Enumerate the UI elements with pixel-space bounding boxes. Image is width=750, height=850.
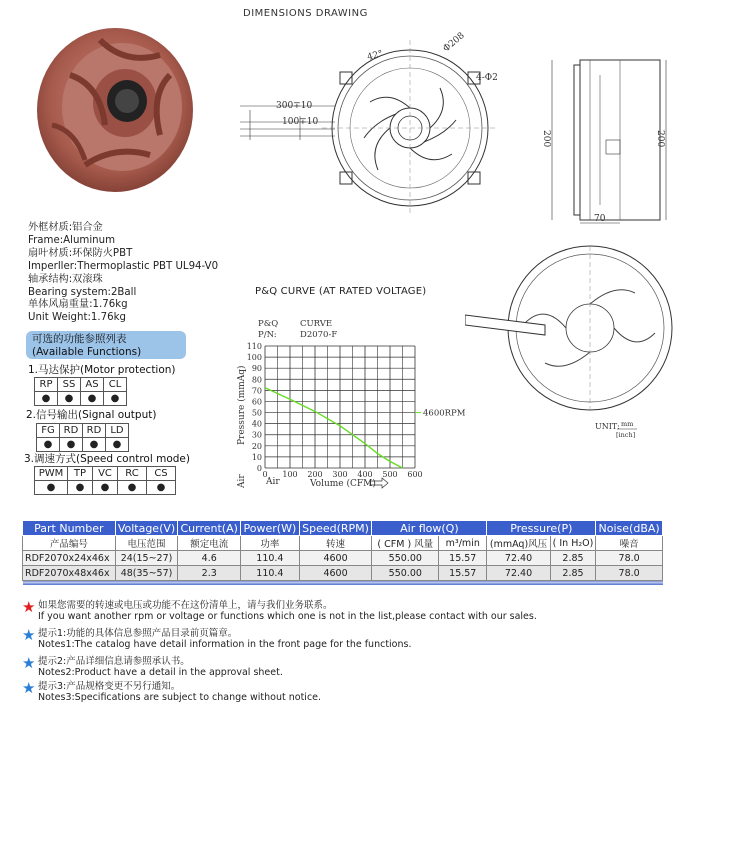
- lead-length-300: 300∓10: [276, 101, 313, 111]
- spec-table: [22, 520, 663, 585]
- table-cell: 78.0: [596, 566, 663, 581]
- y-tick-label: 100: [246, 353, 262, 363]
- table-row: [23, 551, 663, 566]
- legend-pn-value: D2070-F: [300, 330, 338, 340]
- pq-curve-title: P&Q CURVE (AT RATED VOLTAGE): [255, 286, 427, 297]
- depth-70-label: 70: [594, 214, 606, 224]
- table-cell: 72.40: [487, 551, 550, 566]
- x-tick-label: 400: [357, 470, 373, 479]
- functions-title-en: (Available Functions): [32, 346, 142, 358]
- lead-length-100: 100∓10: [282, 117, 319, 127]
- subheader-cell: ( In H₂O): [550, 536, 596, 551]
- header-pressure: Pressure(P): [487, 521, 596, 536]
- signal-output-heading: 2.信号输出(Signal output): [26, 409, 157, 421]
- option-mark: ●: [37, 438, 60, 452]
- x-tick-label: 300: [332, 470, 348, 479]
- subheader-cell: ( CFM ) 风量: [372, 536, 439, 551]
- series-curve-4600rpm: [265, 388, 403, 468]
- spec-line: 扇叶材质:环保防火PBT: [28, 247, 133, 259]
- option-mark: ●: [83, 438, 106, 452]
- table-cell: 2.85: [550, 566, 596, 581]
- option-mark: ●: [35, 481, 68, 495]
- option-mark: ●: [93, 481, 118, 495]
- note-3: [22, 681, 321, 703]
- subheader-cell: 额定电流: [178, 536, 241, 551]
- table-cell: 24(15~27): [115, 551, 178, 566]
- option-mark: ●: [104, 392, 127, 406]
- x-tick-label: 0: [262, 470, 268, 479]
- y-tick-label: 30: [251, 430, 262, 440]
- note-en: Notes2:Product have a detail in the approval sheet.: [38, 667, 283, 678]
- spec-line: 单体风扇重量:1.76kg: [28, 299, 128, 311]
- front-view-drawing: [240, 30, 500, 220]
- note-en: Notes1:The catalog have detail information in the front page for the functions.: [38, 639, 412, 650]
- table-cell: 78.0: [596, 551, 663, 566]
- option-code: LD: [106, 424, 129, 438]
- side-view-drawing: [540, 55, 680, 235]
- y-tick-label: 110: [246, 342, 262, 351]
- table-cell: 110.4: [241, 551, 300, 566]
- note-1: [22, 628, 412, 650]
- option-code: TP: [68, 467, 93, 481]
- height-200-left: 200: [541, 130, 551, 148]
- table-cell: 15.57: [439, 566, 487, 581]
- x-tick-label: 600: [407, 470, 423, 479]
- y-tick-label: 50: [251, 408, 262, 418]
- note-contact: [22, 600, 537, 622]
- signal-output-table: [36, 423, 129, 452]
- speed-control-heading: 3.调速方式(Speed control mode): [24, 453, 190, 465]
- note-en: If you want another rpm or voltage or functions which one is not in the list,please contact with our sales.: [38, 611, 537, 622]
- y-axis-label: Pressure (mmAq): [237, 365, 247, 445]
- option-mark: ●: [118, 481, 147, 495]
- option-mark: ●: [81, 392, 104, 406]
- product-photo: [30, 15, 195, 200]
- y-tick-label: 80: [251, 375, 262, 385]
- legend-pq: P&Q: [258, 319, 279, 329]
- option-code: FG: [37, 424, 60, 438]
- option-mark: ●: [35, 392, 58, 406]
- header-voltage: Voltage(V): [115, 521, 178, 536]
- speed-control-table: [34, 466, 176, 495]
- table-cell: 550.00: [372, 566, 439, 581]
- y-tick-label: 90: [251, 364, 262, 374]
- y-tick-label: 20: [251, 441, 262, 451]
- y-tick-label: 40: [251, 419, 262, 429]
- option-mark: ●: [147, 481, 176, 495]
- option-code: RP: [35, 378, 58, 392]
- table-cell: 110.4: [241, 566, 300, 581]
- note-en: Notes3:Specifications are subject to change without notice.: [38, 692, 322, 703]
- hole-4-2-label: 4-Φ2: [476, 73, 498, 83]
- diameter-208-label: Φ208: [441, 30, 467, 55]
- spec-line: 外框材质:铝合金: [28, 222, 103, 233]
- red-star-icon: ★: [22, 598, 36, 616]
- spec-line: Bearing system:2Ball: [28, 286, 137, 298]
- note-cn: 提示3:产品规格变更不另行通知。: [38, 681, 181, 692]
- angle-42-label: 42°: [366, 49, 385, 63]
- available-functions-title: [26, 331, 186, 359]
- x-tick-label: 500: [382, 470, 398, 479]
- motor-protection-table: [34, 377, 127, 406]
- x-tick-label: 200: [307, 470, 323, 479]
- option-code: AS: [81, 378, 104, 392]
- spec-line: Unit Weight:1.76kg: [28, 312, 126, 324]
- option-mark: ●: [58, 392, 81, 406]
- table-cell: 15.57: [439, 551, 487, 566]
- option-mark: ●: [106, 438, 129, 452]
- header-speed: Speed(RPM): [299, 521, 372, 536]
- table-cell: 2.3: [178, 566, 241, 581]
- series-label-4600rpm: 4600RPM: [423, 408, 466, 419]
- header-power: Power(W): [241, 521, 300, 536]
- table-cell: RDF2070x24x46x: [23, 551, 116, 566]
- spec-line: Frame:Aluminum: [28, 234, 116, 246]
- subheader-cell: 产品编号: [23, 536, 116, 551]
- subheader-cell: (mmAq)风压: [487, 536, 550, 551]
- option-code: RD: [60, 424, 83, 438]
- x-tick-label: 100: [282, 470, 298, 479]
- dimensions-title: DIMENSIONS DRAWING: [243, 8, 368, 19]
- table-cell: 2.85: [550, 551, 596, 566]
- header-noise: Noise(dBA): [596, 521, 663, 536]
- option-code: VC: [93, 467, 118, 481]
- subheader-cell: 功率: [241, 536, 300, 551]
- table-cell: 48(35~57): [115, 566, 178, 581]
- y-tick-label: 0: [256, 464, 262, 473]
- option-code: PWM: [35, 467, 68, 481]
- x-axis-label: Volume (CFM): [310, 479, 376, 489]
- option-mark: ●: [60, 438, 83, 452]
- back-view-drawing: [465, 243, 700, 443]
- y-tick-label: 60: [251, 397, 262, 407]
- y-axis-label-air: Air: [237, 474, 247, 488]
- table-cell: 4.6: [178, 551, 241, 566]
- note-cn: 提示2:产品详细信息请参照承认书。: [38, 656, 190, 667]
- blue-star-icon: ★: [22, 679, 36, 697]
- subheader-cell: 转速: [299, 536, 372, 551]
- header-part-number: Part Number: [23, 521, 116, 536]
- legend-curve: CURVE: [300, 319, 333, 329]
- legend-pn: P/N:: [258, 330, 277, 340]
- unit-label: UNIT:: [595, 422, 620, 431]
- table-cell: 4600: [299, 566, 372, 581]
- note-cn: 提示1:功能的具体信息参照产品目录前页篇章。: [38, 628, 238, 639]
- blue-star-icon: ★: [22, 654, 36, 672]
- unit-inch: [inch]: [616, 431, 636, 439]
- material-specs: [28, 222, 218, 325]
- subheader-cell: 电压范围: [115, 536, 178, 551]
- unit-mm: mm: [621, 420, 634, 428]
- note-cn: 如果您需要的转速或电压或功能不在这份清单上，请与我们业务联系。: [38, 600, 333, 611]
- table-cell: 4600: [299, 551, 372, 566]
- option-code: CL: [104, 378, 127, 392]
- subheader-cell: m³/min: [439, 536, 487, 551]
- height-200-right: 200: [655, 130, 665, 148]
- header-airflow: Air flow(Q): [372, 521, 487, 536]
- table-cell: 72.40: [487, 566, 550, 581]
- y-tick-label: 70: [251, 386, 262, 396]
- table-cell: RDF2070x48x46x: [23, 566, 116, 581]
- note-2: [22, 656, 283, 678]
- table-bottom-edge: [23, 581, 663, 586]
- pq-curve-chart: [230, 338, 490, 493]
- spec-line: Imperller:Thermoplastic PBT UL94-V0: [28, 260, 219, 272]
- y-tick-label: 10: [251, 452, 262, 462]
- subheader-cell: 噪音: [596, 536, 663, 551]
- option-code: CS: [147, 467, 176, 481]
- option-code: SS: [58, 378, 81, 392]
- motor-protection-heading: 1.马达保护(Motor protection): [28, 364, 176, 376]
- x-axis-label-air: Air: [266, 477, 280, 487]
- spec-line: 轴承结构:双滚珠: [28, 273, 103, 285]
- blue-star-icon: ★: [22, 626, 36, 644]
- functions-title-cn: 可选的功能参照列表: [32, 333, 127, 345]
- option-mark: ●: [68, 481, 93, 495]
- option-code: RD: [83, 424, 106, 438]
- option-code: RC: [118, 467, 147, 481]
- table-row: [23, 566, 663, 581]
- header-current: Current(A): [178, 521, 241, 536]
- table-cell: 550.00: [372, 551, 439, 566]
